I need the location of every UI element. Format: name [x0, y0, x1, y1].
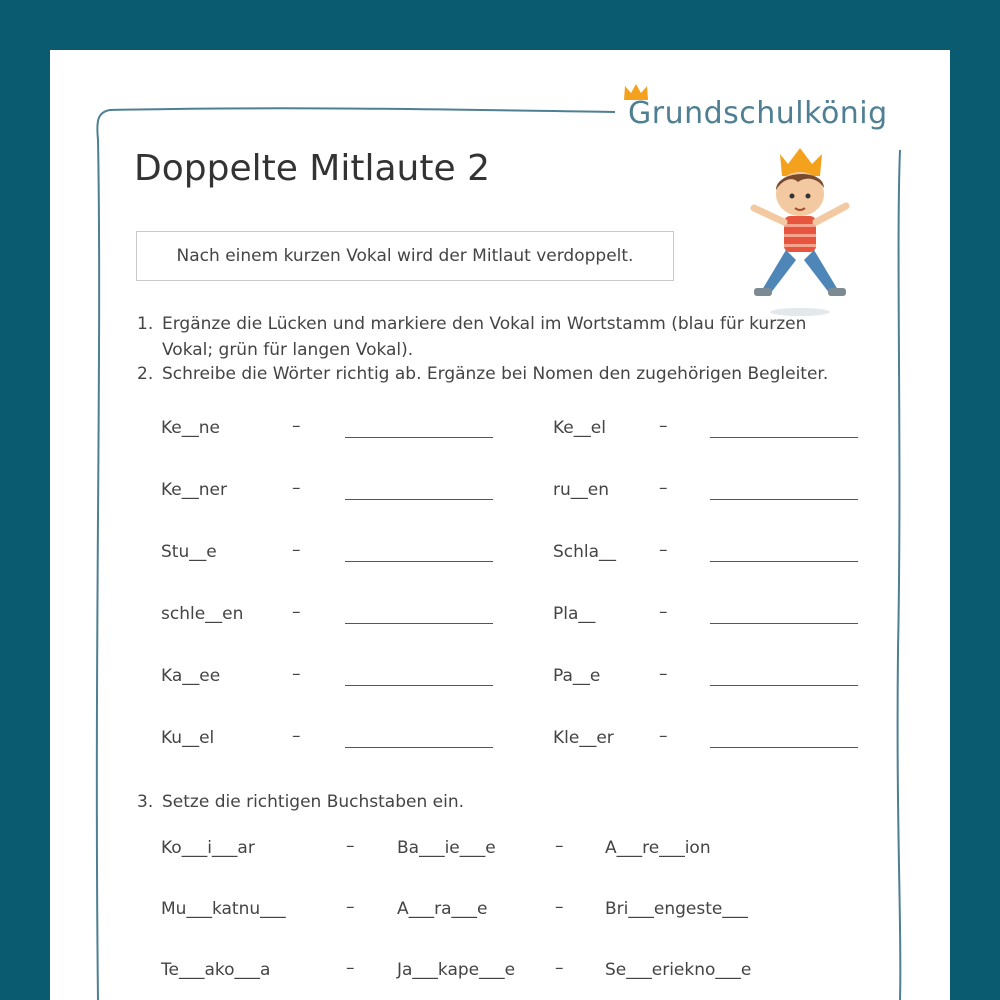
dash: –: [292, 478, 301, 498]
gap-word-right: Pla__: [553, 604, 596, 624]
answer-line-left[interactable]: [345, 437, 493, 438]
gap-word-right: ru__en: [553, 480, 609, 500]
fill-in-word[interactable]: Ja___kape___e: [397, 960, 516, 980]
task-number: 2.: [137, 364, 154, 384]
task-number: 3.: [137, 792, 154, 812]
dash: –: [346, 897, 355, 917]
answer-line-right[interactable]: [710, 685, 858, 686]
fill-in-word[interactable]: A___ra___e: [397, 899, 488, 919]
brand-logo: Grundschulkönig: [628, 96, 888, 131]
dash: –: [292, 602, 301, 622]
rule-box: Nach einem kurzen Vokal wird der Mitlaut verdoppelt.: [136, 231, 674, 281]
answer-line-right[interactable]: [710, 747, 858, 748]
page-title: Doppelte Mitlaute 2: [134, 148, 490, 189]
gap-word-left: schle__en: [161, 604, 244, 624]
dash: –: [555, 836, 564, 856]
dash: –: [659, 726, 668, 746]
dash: –: [659, 664, 668, 684]
task-text: Schreibe die Wörter richtig ab. Ergänze bei Nomen den zugehörigen Begleiter.: [162, 364, 829, 384]
gap-word-right: Ke__el: [553, 418, 606, 438]
fill-in-word[interactable]: Ko___i___ar: [161, 838, 255, 858]
answer-line-left[interactable]: [345, 623, 493, 624]
dash: –: [292, 540, 301, 560]
answer-line-left[interactable]: [345, 561, 493, 562]
fill-in-word[interactable]: Te___ako___a: [161, 960, 271, 980]
answer-line-right[interactable]: [710, 623, 858, 624]
gap-word-right: Schla__: [553, 542, 617, 562]
dash: –: [555, 897, 564, 917]
gap-word-left: Ku__el: [161, 728, 215, 748]
answer-line-left[interactable]: [345, 747, 493, 748]
worksheet-page: [50, 50, 950, 1000]
task-text: Ergänze die Lücken und markiere den Vokal im Wortstamm (blau für kurzen Vokal; grün für langen Vokal).: [162, 314, 807, 360]
fill-in-word[interactable]: Se___eriekno___e: [605, 960, 752, 980]
dash: –: [292, 416, 301, 436]
task-number: 1.: [137, 314, 154, 334]
dash: –: [659, 540, 668, 560]
fill-in-word[interactable]: A___re___ion: [605, 838, 711, 858]
gap-word-right: Kle__er: [553, 728, 614, 748]
answer-line-left[interactable]: [345, 499, 493, 500]
gap-word-left: Ke__ne: [161, 418, 220, 438]
answer-line-right[interactable]: [710, 437, 858, 438]
dash: –: [555, 958, 564, 978]
gap-word-left: Ka__ee: [161, 666, 221, 686]
dash: –: [292, 726, 301, 746]
gap-word-left: Ke__ner: [161, 480, 227, 500]
dash: –: [659, 416, 668, 436]
fill-in-word[interactable]: Mu___katnu___: [161, 899, 286, 919]
dash: –: [346, 836, 355, 856]
answer-line-left[interactable]: [345, 685, 493, 686]
gap-word-left: Stu__e: [161, 542, 217, 562]
gap-word-right: Pa__e: [553, 666, 601, 686]
dash: –: [346, 958, 355, 978]
child-illustration-icon: [740, 142, 860, 322]
dash: –: [292, 664, 301, 684]
answer-line-right[interactable]: [710, 561, 858, 562]
task-text: Setze die richtigen Buchstaben ein.: [162, 792, 465, 812]
fill-in-word[interactable]: Bri___engeste___: [605, 899, 748, 919]
dash: –: [659, 478, 668, 498]
dash: –: [659, 602, 668, 622]
answer-line-right[interactable]: [710, 499, 858, 500]
fill-in-word[interactable]: Ba___ie___e: [397, 838, 496, 858]
